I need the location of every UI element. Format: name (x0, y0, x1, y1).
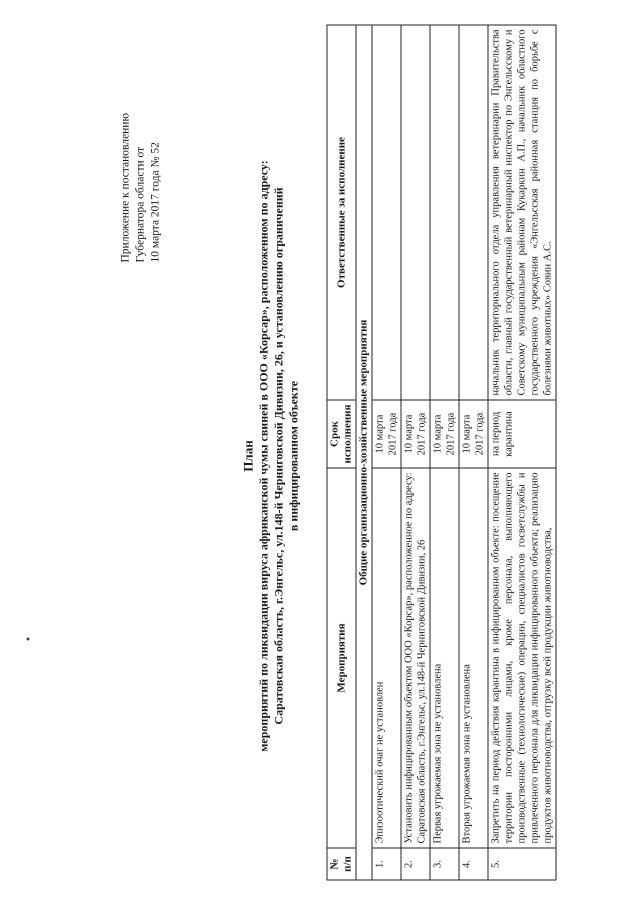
header-num: № п/п (327, 848, 356, 880)
row-responsible: начальник территориального отдела управления ветеринарии Правительства области, главный государственный ветеринарный инспектор по Энгельсскому и Советскому муниципальным районам Кукаркин А.П., начальник областного государственного учреждения «Энгельсская районная станция по борьбе с болезнями животных» Совин А.С. (488, 25, 556, 400)
table-row (401, 25, 430, 880)
section-row (356, 25, 372, 880)
measures-table (327, 25, 557, 881)
row-responsible (372, 25, 401, 400)
table-row (459, 25, 488, 880)
header-deadline: Срок исполнения (327, 400, 356, 468)
row-deadline: 10 марта 2017 года (401, 400, 430, 468)
document-title: План (240, 440, 256, 472)
header-responsible: Ответственные за исполнение (327, 25, 356, 400)
section-title: Общие организационно-хозяйственные мероприятия (356, 25, 372, 880)
heading-line: в инфицированном объекте (286, 380, 301, 532)
row-measure: Установить инфицированным объектом ООО «Корсар», расположенное по адресу: Саратовская область, г.Энгельс, ул.148-й Черниговской Дивизии, 26 (401, 468, 430, 848)
table-header-row (327, 25, 356, 880)
row-measure: Запретить на период действия карантина в инфицированном объекте: посещение территории посторонними лицами, кроме персонала, выполняющего производственные (технологические) операции, специалистов госветслужбы и привлеченного персонала для ликвидации инфицированного объекта; реализацию продуктов животноводства, отгрузку всей продукции животноводства, (488, 468, 556, 848)
row-deadline: 10 марта 2017 года (372, 400, 401, 468)
heading-line: Саратовская область, г.Энгельс, ул.148-й Черниговской Дивизии, 26, и установлению ограничений (271, 187, 286, 725)
row-measure: Вторая угрожаемая зона не установлена (459, 468, 488, 848)
row-num: 5. (488, 848, 556, 880)
appendix-line: Приложение к постановлению (119, 112, 132, 263)
header-measures: Мероприятия (327, 468, 356, 848)
row-measure: Первая угрожаемая зона не установлена (430, 468, 459, 848)
table-row (488, 25, 556, 880)
row-responsible (430, 25, 459, 400)
row-num: 3. (430, 848, 459, 880)
table-row (372, 25, 401, 880)
appendix-line: 10 марта 2017 года № 52 (149, 142, 162, 263)
scan-speck (27, 638, 30, 641)
rotated-document-page (0, 4, 637, 909)
row-deadline: 10 марта 2017 года (430, 400, 459, 468)
table-row (430, 25, 459, 880)
row-deadline: на период карантина (488, 400, 556, 468)
row-responsible (401, 25, 430, 400)
appendix-block (119, 63, 164, 263)
document-heading (241, 34, 302, 879)
row-deadline: 10 марта 2017 года (459, 400, 488, 468)
heading-line: мероприятий по ликвидации вируса африканской чумы свиней в ООО «Корсар», расположенном по адресу: (256, 160, 271, 752)
row-num: 2. (401, 848, 430, 880)
row-responsible (459, 25, 488, 400)
row-measure: Эпизоотический очаг не установлен (372, 468, 401, 848)
row-num: 4. (459, 848, 488, 880)
appendix-line: Губернатора области от (134, 146, 147, 263)
row-num: 1. (372, 848, 401, 880)
